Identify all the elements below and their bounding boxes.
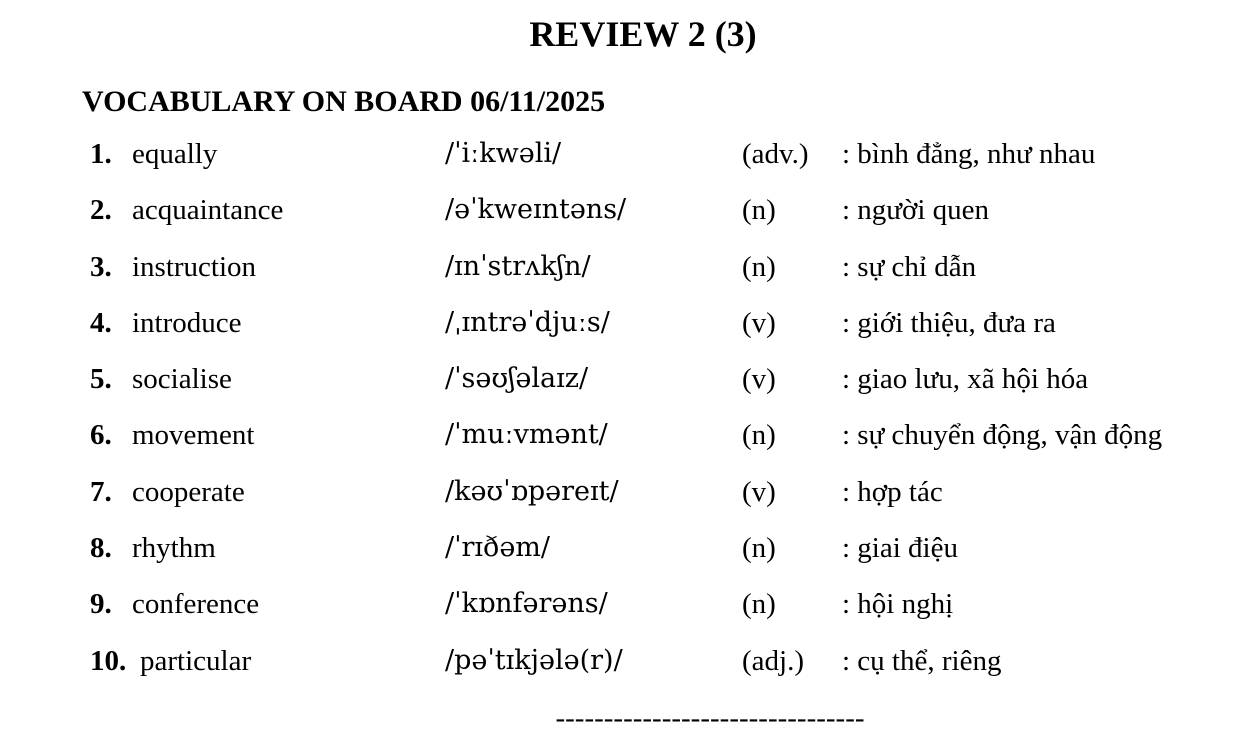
list-item [0, 353, 1256, 409]
item-part-of-speech: (adv.) [742, 138, 809, 170]
item-meaning: : giới thiệu, đưa ra [842, 306, 1056, 339]
item-meaning: : cụ thể, riêng [842, 644, 1002, 677]
vocabulary-list [0, 128, 1256, 691]
item-meaning: : sự chỉ dẫn [842, 250, 977, 283]
item-meaning: : hợp tác [842, 475, 943, 508]
item-meaning: : bình đẳng, như nhau [842, 138, 1096, 170]
item-word: instruction [132, 250, 257, 283]
list-item [0, 184, 1256, 240]
item-meaning: : hội nghị [842, 588, 954, 621]
item-meaning: : người quen [842, 194, 990, 227]
item-pronunciation: /pəˈtɪkjələ(r)/ [445, 644, 623, 676]
item-pronunciation: /ɪnˈstrʌkʃn/ [445, 250, 591, 282]
list-item [0, 409, 1256, 465]
item-pronunciation: /əˈkweɪntəns/ [445, 194, 627, 226]
item-number: 2. [90, 194, 112, 227]
item-meaning: : giai điệu [842, 532, 958, 565]
item-pronunciation: /ˈiːkwəli/ [445, 138, 562, 169]
item-part-of-speech: (n) [742, 194, 776, 227]
item-number: 3. [90, 250, 112, 283]
item-part-of-speech: (v) [742, 475, 776, 508]
item-meaning: : giao lưu, xã hội hóa [842, 363, 1089, 396]
item-word: particular [140, 644, 252, 677]
item-pronunciation: /ˈrɪðəm/ [445, 532, 550, 564]
item-pronunciation: /ˈmuːvmənt/ [445, 419, 608, 451]
item-number: 8. [90, 532, 112, 565]
item-part-of-speech: (n) [742, 250, 776, 283]
item-word: introduce [132, 306, 242, 339]
list-item [0, 297, 1256, 353]
item-pronunciation: /ˈsəʊʃəlaɪz/ [445, 363, 589, 395]
item-number: 10. [90, 644, 127, 677]
list-item [0, 241, 1256, 297]
list-item [0, 522, 1256, 578]
list-item [0, 578, 1256, 634]
section-heading: VOCABULARY ON BOARD 06/11/2025 [82, 85, 606, 118]
item-word: acquaintance [132, 194, 284, 227]
list-item [0, 635, 1256, 691]
item-number: 7. [90, 475, 112, 508]
item-number: 9. [90, 588, 112, 621]
item-word: conference [132, 588, 260, 621]
item-part-of-speech: (n) [742, 419, 776, 452]
page-title: REVIEW 2 (3) [529, 14, 757, 54]
item-word: equally [132, 138, 218, 170]
item-pronunciation: /ˈkɒnfərəns/ [445, 588, 608, 620]
item-number: 5. [90, 363, 112, 396]
item-part-of-speech: (v) [742, 363, 776, 396]
item-part-of-speech: (n) [742, 532, 776, 565]
item-meaning: : sự chuyển động, vận động [842, 419, 1163, 452]
item-word: movement [132, 419, 255, 452]
item-word: cooperate [132, 475, 245, 508]
item-number: 6. [90, 419, 112, 452]
list-item [0, 128, 1256, 184]
item-part-of-speech: (n) [742, 588, 776, 621]
item-pronunciation: /kəʊˈɒpəreɪt/ [445, 475, 619, 507]
item-word: rhythm [132, 532, 216, 565]
item-part-of-speech: (v) [742, 306, 776, 339]
item-number: 1. [90, 138, 112, 170]
section-divider: -------------------------------- [555, 702, 865, 734]
item-pronunciation: /ˌɪntrəˈdjuːs/ [445, 306, 610, 338]
list-item [0, 466, 1256, 522]
item-number: 4. [90, 306, 112, 339]
item-part-of-speech: (adj.) [742, 644, 804, 677]
item-word: socialise [132, 363, 232, 396]
